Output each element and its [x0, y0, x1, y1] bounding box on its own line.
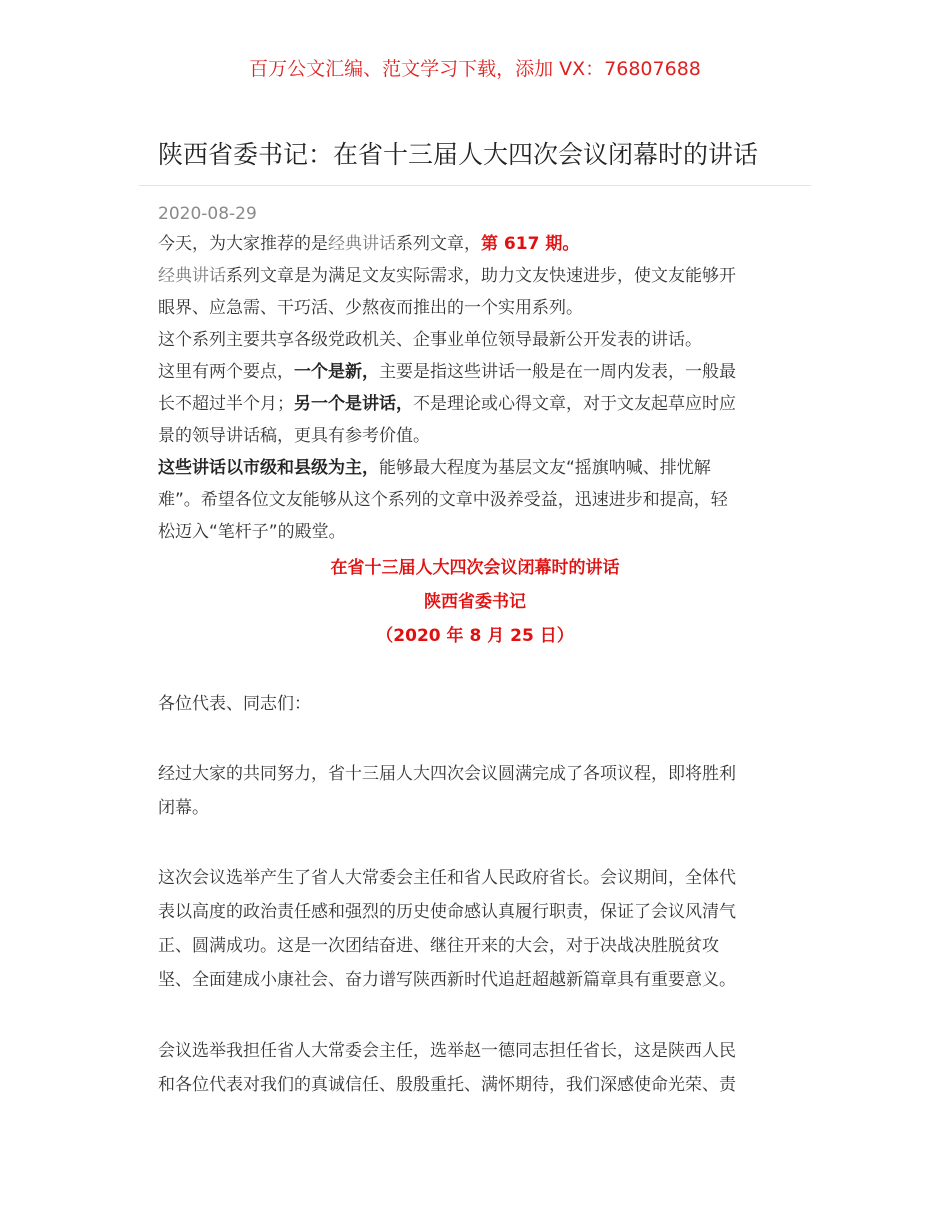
body-para-3-line-2: 和各位代表对我们的真诚信任、殷殷重托、满怀期待，我们深感使命光荣、责 — [158, 1075, 736, 1095]
body-para-2-line-1: 这次会议选举产生了省人大常委会主任和省人民政府省长。会议期间，全体代 — [158, 868, 736, 888]
series-name: 经典讲话 — [328, 234, 396, 254]
intro-section — [158, 228, 798, 548]
intro-paragraph-4-end: 景的领导讲话稿，更具有参考价值。 — [158, 426, 430, 446]
intro-text: 能够最大程度为基层文友“摇旗呐喊、排忧解 — [379, 458, 711, 478]
intro-text: 主要是指这些讲话一般是在一周内发表，一般最 — [379, 362, 736, 382]
body-para-1-line-2: 闭幕。 — [158, 798, 209, 818]
speech-speaker: 陕西省委书记 — [424, 592, 526, 612]
intro-paragraph-1 — [158, 228, 798, 260]
intro-text: 系列文章是为满足文友实际需求，助力文友快速进步，使文友能够开 — [226, 266, 736, 286]
intro-text: 长不超过半个月； — [158, 394, 294, 414]
intro-text: 不是理论或心得文章，对于文友起草应时应 — [413, 394, 736, 414]
issue-number: 第 617 期。 — [481, 234, 580, 254]
intro-paragraph-5-cont: 难”。希望各位文友能够从这个系列的文章中汲养受益，迅速进步和提高，轻 — [158, 490, 728, 510]
intro-paragraph-4-cont — [158, 388, 798, 420]
speech-header — [158, 551, 792, 653]
intro-paragraph-5-end: 松迈入“笔杆子”的殿堂。 — [158, 522, 346, 542]
body-para-2-line-4: 坚、全面建成小康社会、奋力谱写陕西新时代追赶超越新篇章具有重要意义。 — [158, 970, 736, 990]
intro-paragraph-2 — [158, 260, 798, 292]
body-para-2-line-3: 正、圆满成功。这是一次团结奋进、继往开来的大会，对于决战决胜脱贫攻 — [158, 936, 719, 956]
key-point-2: 另一个是讲话， — [294, 394, 413, 414]
key-point-3: 这些讲话以市级和县级为主， — [158, 458, 379, 478]
page-title: 陕西省委书记：在省十三届人大四次会议闭幕时的讲话 — [158, 140, 759, 169]
intro-text: 今天，为大家推荐的是 — [158, 234, 328, 254]
intro-paragraph-3: 这个系列主要共享各级党政机关、企事业单位领导最新公开发表的讲话。 — [158, 330, 702, 350]
intro-paragraph-5 — [158, 452, 798, 484]
body-para-1-line-1: 经过大家的共同努力，省十三届人大四次会议圆满完成了各项议程，即将胜利 — [158, 764, 736, 784]
promo-banner: 百万公文汇编、范文学习下载，添加 VX：76807688 — [249, 58, 701, 80]
speech-title: 在省十三届人大四次会议闭幕时的讲话 — [330, 558, 620, 578]
series-name: 经典讲话 — [158, 266, 226, 286]
intro-paragraph-4 — [158, 356, 798, 388]
key-point-1: 一个是新， — [294, 362, 379, 382]
intro-paragraph-2-cont: 眼界、应急需、干巧活、少熬夜而推出的一个实用系列。 — [158, 298, 583, 318]
intro-text: 系列文章， — [396, 234, 481, 254]
speech-date: （2020 年 8 月 25 日） — [376, 626, 574, 646]
greeting: 各位代表、同志们： — [158, 694, 311, 714]
publish-date: 2020-08-29 — [158, 204, 257, 224]
title-divider — [139, 185, 811, 186]
body-para-2-line-2: 表以高度的政治责任感和强烈的历史使命感认真履行职责，保证了会议风清气 — [158, 902, 736, 922]
intro-text: 这里有两个要点， — [158, 362, 294, 382]
body-para-3-line-1: 会议选举我担任省人大常委会主任，选举赵一德同志担任省长，这是陕西人民 — [158, 1041, 736, 1061]
